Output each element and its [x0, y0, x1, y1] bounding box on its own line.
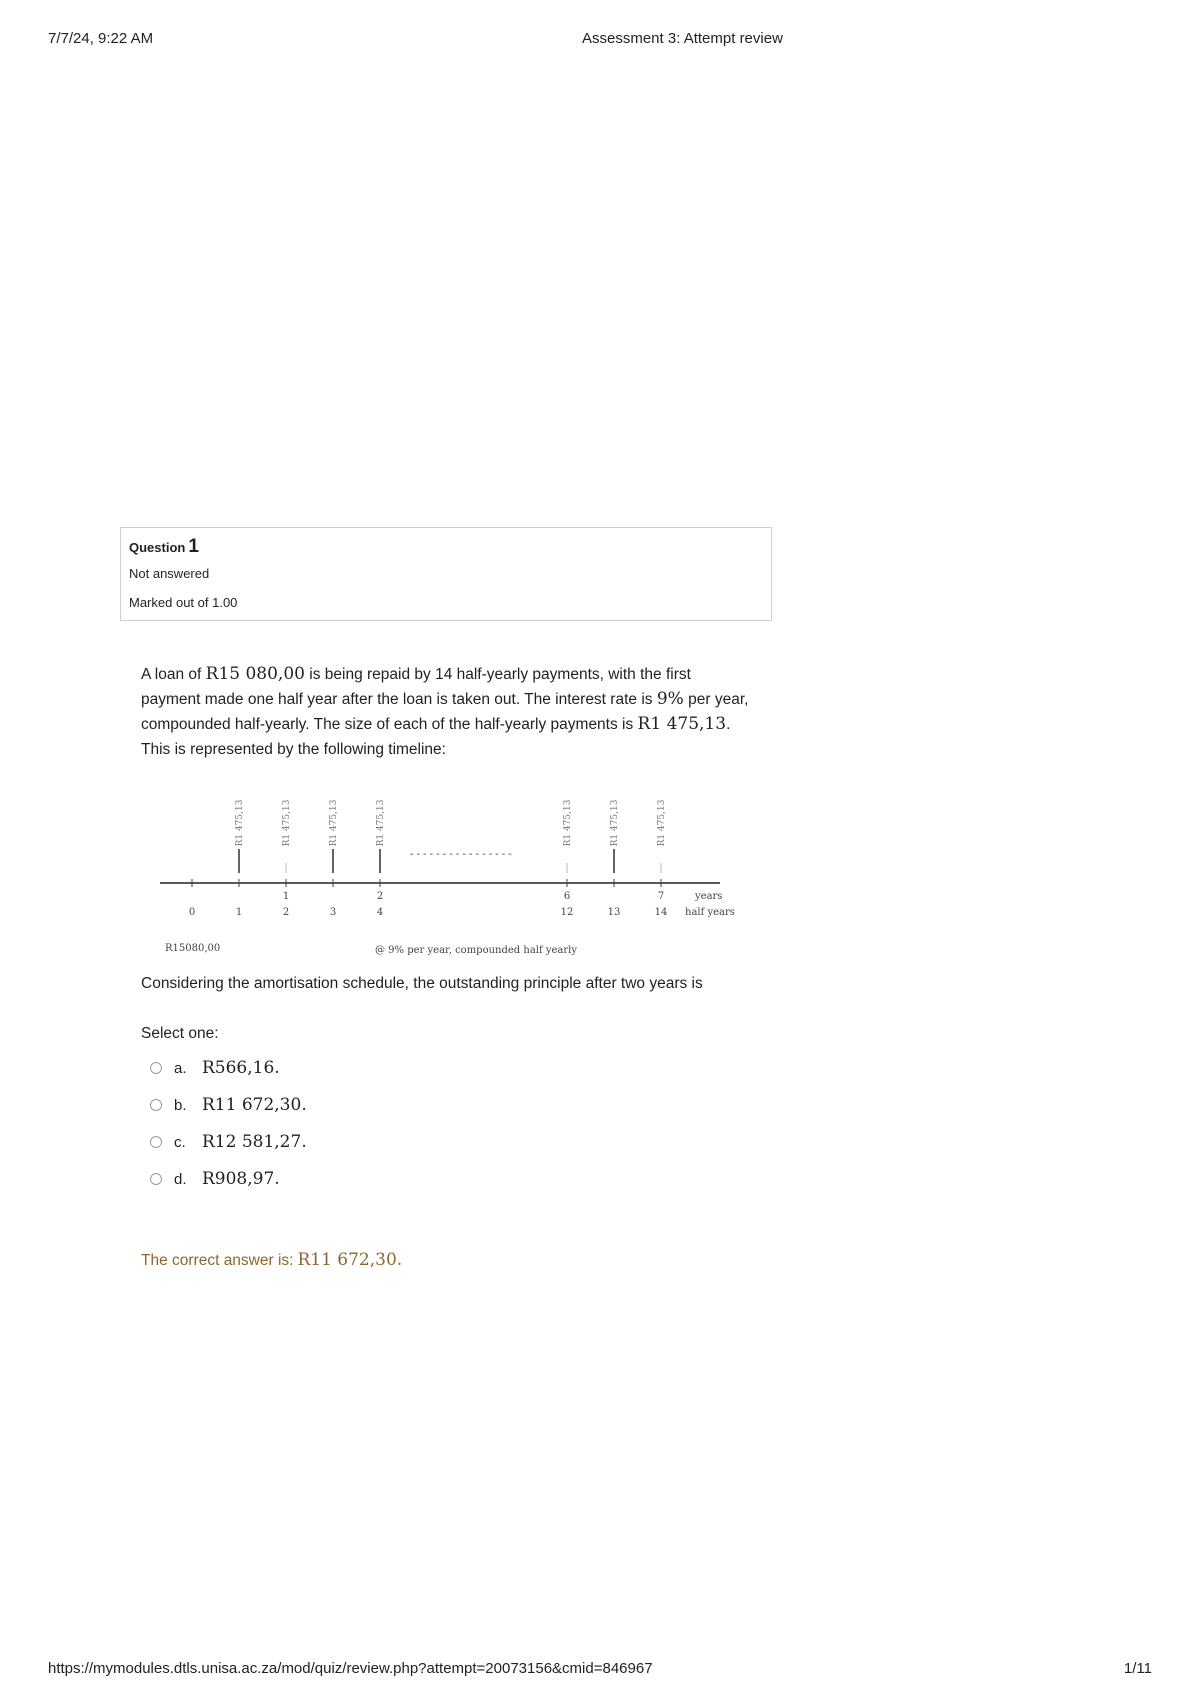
- half-years-axis-label: half years: [685, 907, 735, 918]
- print-datetime: 7/7/24, 9:22 AM: [48, 30, 154, 47]
- question-number: [129, 536, 199, 558]
- option-letter: b.: [174, 1096, 187, 1114]
- half-year-tick-14: 14: [654, 907, 668, 918]
- half-year-tick-0: 0: [188, 907, 196, 918]
- payment-label-hy4: R1 475,13: [376, 799, 386, 847]
- payment-label-hy1: R1 475,13: [235, 799, 245, 847]
- option-value: R908,97.: [202, 1169, 280, 1189]
- option-d[interactable]: [150, 1165, 280, 1193]
- question-label: Question: [129, 540, 186, 555]
- option-value: R12 581,27.: [202, 1132, 307, 1152]
- half-year-tick-4: 4: [376, 907, 384, 918]
- year-tick-6: 6: [563, 891, 571, 902]
- question-text-part: per year, compounded half-yearly. The size of each of the half-yearly payments is: [141, 691, 749, 733]
- radio-icon[interactable]: [150, 1136, 162, 1148]
- correct-answer-feedback: [141, 1250, 402, 1270]
- years-axis-label: years: [695, 891, 723, 902]
- principal-label: R15080,00: [165, 943, 221, 954]
- option-value: R566,16.: [202, 1058, 280, 1078]
- option-c[interactable]: [150, 1128, 307, 1156]
- payment-label-hy2: R1 475,13: [282, 799, 292, 847]
- half-year-tick-1: 1: [235, 907, 243, 918]
- payment-label-hy14: R1 475,13: [657, 799, 667, 847]
- option-value: R11 672,30.: [202, 1095, 307, 1115]
- payment-label-hy3: R1 475,13: [329, 799, 339, 847]
- question-prompt: Considering the amortisation schedule, the outstanding principle after two years is: [141, 975, 703, 992]
- feedback-label: The correct answer is:: [141, 1252, 294, 1269]
- option-letter: d.: [174, 1170, 187, 1188]
- half-year-tick-12: 12: [560, 907, 574, 918]
- payment-amount: R1 475,13: [637, 714, 727, 734]
- loan-timeline-diagram: [150, 775, 750, 955]
- option-b[interactable]: [150, 1091, 307, 1119]
- year-tick-2: 2: [376, 891, 384, 902]
- half-year-tick-3: 3: [329, 907, 337, 918]
- question-text-part: A loan of: [141, 666, 206, 683]
- question-text-part: is being repaid by 14 half-yearly payments, with the first payment made one half year after the loan is taken out. The interest rate is: [141, 666, 691, 708]
- interest-rate: 9%: [656, 689, 684, 709]
- option-letter: a.: [174, 1059, 187, 1077]
- radio-icon[interactable]: [150, 1173, 162, 1185]
- year-tick-7: 7: [657, 891, 665, 902]
- radio-icon[interactable]: [150, 1062, 162, 1074]
- print-header: [0, 30, 1200, 50]
- page-title: Assessment 3: Attempt review: [582, 30, 783, 47]
- half-year-tick-2: 2: [282, 907, 290, 918]
- year-tick-1: 1: [282, 891, 290, 902]
- option-a[interactable]: [150, 1054, 280, 1082]
- rate-label: @ 9% per year, compounded half yearly: [375, 945, 578, 955]
- page-number: 1/11: [1123, 1660, 1152, 1677]
- page-url: https://mymodules.dtls.unisa.ac.za/mod/quiz/review.php?attempt=20073156&cmid=846967: [48, 1660, 653, 1677]
- question-text-part: . This is represented by the following timeline:: [141, 716, 731, 758]
- option-letter: c.: [174, 1133, 186, 1151]
- question-info-box: [120, 527, 772, 621]
- question-number-value: 1: [188, 536, 199, 557]
- payment-label-hy13: R1 475,13: [610, 799, 620, 847]
- question-grade: Marked out of 1.00: [129, 595, 238, 610]
- select-one-label: Select one:: [141, 1025, 219, 1042]
- feedback-value: R11 672,30.: [297, 1250, 403, 1270]
- loan-amount: R15 080,00: [205, 664, 305, 684]
- payment-label-hy12: R1 475,13: [563, 799, 573, 847]
- half-year-tick-13: 13: [607, 907, 621, 918]
- question-text: [141, 662, 751, 762]
- print-footer: [0, 1660, 1200, 1680]
- question-state: Not answered: [129, 566, 210, 581]
- timeline-dashes: - - - - - - - - - - - - - - - -: [410, 849, 512, 860]
- radio-icon[interactable]: [150, 1099, 162, 1111]
